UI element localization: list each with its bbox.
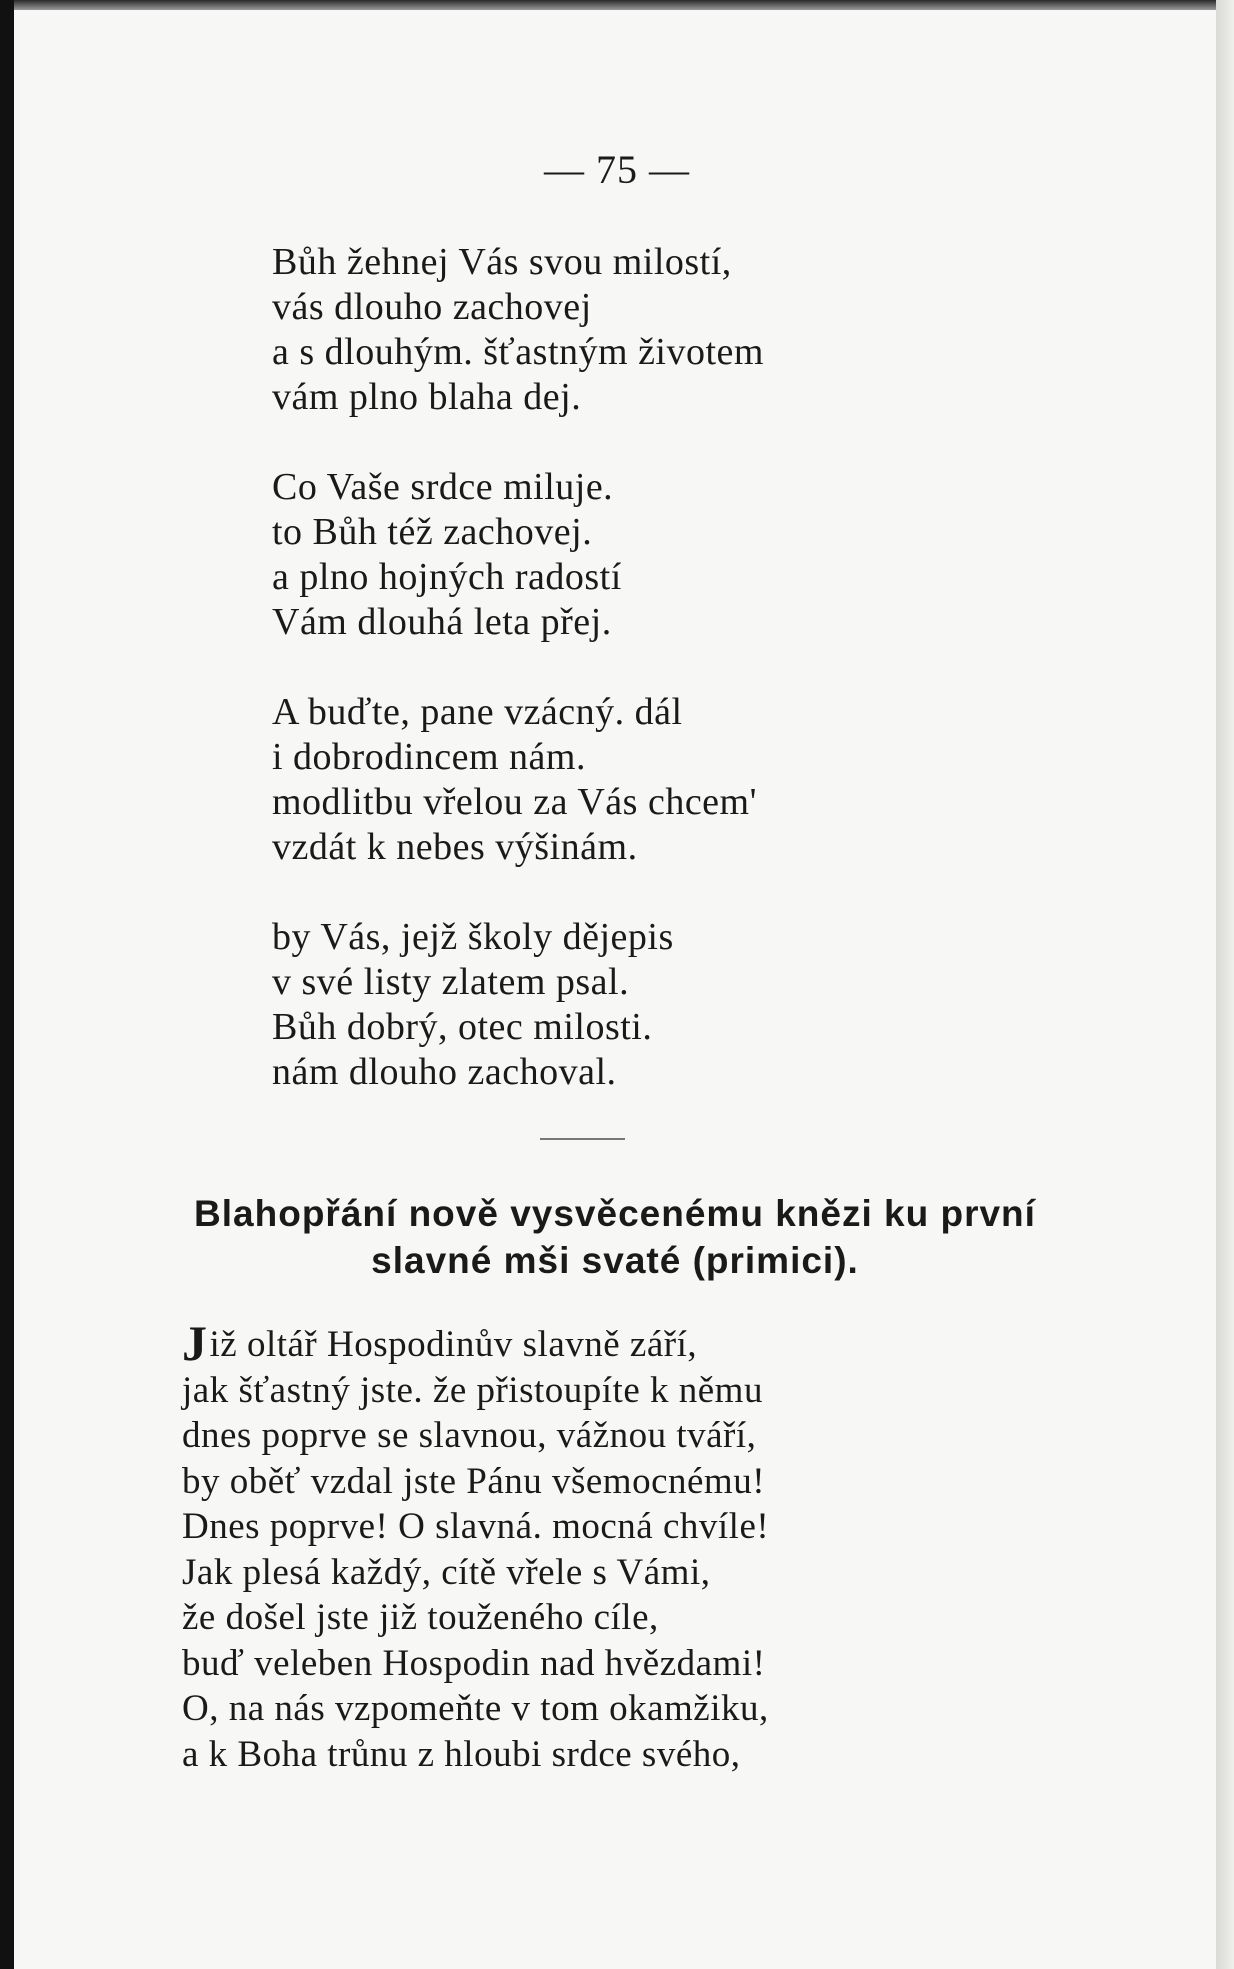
second-poem <box>182 1315 1082 1777</box>
page-number: — 75 — <box>544 147 690 192</box>
stanza <box>272 915 1032 1095</box>
poem-line: A buďte, pane vzácný. dál <box>272 691 683 733</box>
poem-line: že došel jste již touženého cíle, <box>182 1597 659 1638</box>
section-heading <box>60 1190 1170 1284</box>
poem-line: a s dlouhým. šťastným životem <box>272 331 764 373</box>
poem-line: Jak plesá každý, cítě vřele s Vámi, <box>182 1551 711 1593</box>
stanza <box>272 465 1032 645</box>
poem-line: Dnes poprve! O slavná. mocná chvíle! <box>182 1506 770 1547</box>
heading-line: slavné mši svaté (primici). <box>371 1240 859 1281</box>
poem-line: dnes poprve se slavnou, vážnou tváří, <box>182 1415 757 1456</box>
page-edge-right <box>1216 0 1234 1969</box>
poem-line: modlitbu vřelou za Vás chcem' <box>272 781 757 823</box>
poem-line: Vám dlouhá leta přej. <box>272 601 612 643</box>
poem-line: i dobrodincem nám. <box>272 736 586 778</box>
section-separator <box>540 1138 625 1140</box>
stanza <box>272 240 1032 420</box>
poem-line: Bůh dobrý, otec milosti. <box>272 1006 653 1048</box>
poem-line: by Vás, jejž školy dějepis <box>272 916 674 958</box>
page-edge-left <box>0 0 14 1969</box>
poem-line: vám plno blaha dej. <box>272 376 582 418</box>
poem-line: v své listy zlatem psal. <box>272 961 630 1003</box>
poem-line: to Bůh též zachovej. <box>272 511 593 553</box>
stanza <box>272 690 1032 870</box>
poem-line: Co Vaše srdce miluje. <box>272 466 614 508</box>
poem-line: nám dlouho zachoval. <box>272 1051 617 1093</box>
drop-cap: J <box>182 1315 208 1371</box>
poem-stanzas <box>272 240 1032 1140</box>
poem-line-text: iž oltář Hospodinův slavně září, <box>209 1324 698 1365</box>
poem-line: a plno hojných radostí <box>272 556 622 598</box>
poem-line: by oběť vzdal jste Pánu všemocnému! <box>182 1460 766 1502</box>
poem-line-first <box>182 1315 1082 1371</box>
poem-line: O, na nás vzpomeňte v tom okamžiku, <box>182 1688 769 1729</box>
poem-line: Bůh žehnej Vás svou milostí, <box>272 241 732 283</box>
poem-line: jak šťastný jste. že přistoupíte k němu <box>182 1369 763 1411</box>
poem-line: buď veleben Hospodin nad hvězdami! <box>182 1642 766 1684</box>
heading-line: Blahopřání nově vysvěcenému knězi ku první <box>194 1193 1036 1234</box>
poem-line: a k Boha trůnu z hloubi srdce svého, <box>182 1733 741 1775</box>
page-edge-top <box>0 0 1234 10</box>
poem-line: vzdát k nebes výšinám. <box>272 826 638 868</box>
poem-line: vás dlouho zachovej <box>272 286 592 328</box>
